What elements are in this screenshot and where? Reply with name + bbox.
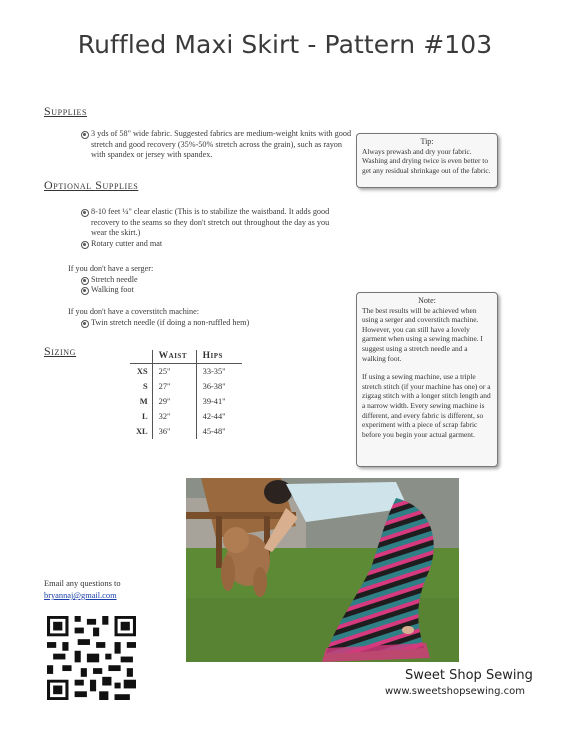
optional-supplies-item: 8-10 feet ¼" clear elastic (This is to stabilize the waistband. It adds good recovery to the seams so they don't stretch out throughout the day as you wear the skirt.) [80, 207, 342, 239]
table-row [130, 394, 242, 409]
brand-name: Sweet Shop Sewing [405, 668, 533, 683]
tip-box [356, 133, 498, 188]
supplies-heading [44, 104, 87, 119]
column-header-waist: Waist [152, 350, 196, 364]
hips-cell: 45-48" [202, 427, 226, 436]
email-label: Email any questions to [44, 579, 121, 588]
page-title: Ruffled Maxi Skirt - Pattern #103 [77, 30, 493, 59]
qr-code-graphic [47, 616, 136, 700]
no-serger-block [68, 264, 328, 296]
photo-illustration [186, 478, 459, 662]
no-coverstitch-label: If you don't have a coverstitch machine: [68, 307, 200, 316]
qr-code [47, 616, 136, 700]
supplies-heading-text: Supplies [44, 104, 88, 118]
no-serger-item: Stretch needle [80, 275, 328, 286]
size-cell: XL [130, 424, 152, 439]
hips-cell: 42-44" [202, 412, 226, 421]
sizing-header-row [130, 350, 242, 364]
no-serger-label: If you don't have a serger: [68, 264, 154, 273]
table-row [130, 379, 242, 394]
optional-supplies-heading-text: Optional Supplies [44, 178, 139, 192]
table-row [130, 364, 242, 379]
note-para-2: If using a sewing machine, use a triple stretch stitch (if your machine has one) or a zigzag stitch with a longer stitch length and a narrow width. Every sewing machine is different, and every fabric is different, so experiment with a piece of scrap fabric before you begin your actual garment. [362, 372, 491, 439]
waist-cell: 29" [152, 394, 196, 409]
note-para-1: The best results will be achieved when using a serger and coverstitch machine. However, you can still have a lovely garment when using a sewing machine. I suggest using a stretch needle and a walking foot. [362, 305, 483, 363]
optional-supplies-item: Rotary cutter and mat [80, 239, 342, 250]
sizing-heading-text: Sizing [44, 344, 77, 358]
tip-title: Tip: [420, 137, 434, 146]
supplies-list [80, 129, 352, 161]
email-link[interactable]: bryannaj@gmail.com [44, 591, 117, 600]
hips-cell: 33-35" [202, 367, 226, 377]
waist-cell: 32" [152, 409, 196, 424]
no-serger-item: Walking foot [80, 285, 328, 296]
waist-cell: 27" [152, 379, 196, 394]
sizing-heading [44, 344, 76, 359]
size-cell: S [130, 379, 152, 394]
waist-cell: 25" [152, 364, 196, 379]
size-cell: L [130, 409, 152, 424]
note-title: Note: [418, 296, 436, 305]
brand-url: www.sweetshopsewing.com [385, 686, 525, 697]
waist-cell: 36" [152, 424, 196, 439]
table-row [130, 409, 242, 424]
hips-cell: 39-41" [202, 397, 226, 406]
note-box [356, 292, 498, 467]
size-cell: XS [130, 364, 152, 379]
optional-supplies-heading [44, 178, 138, 193]
hips-cell: 36-38" [202, 382, 226, 391]
size-cell: M [130, 394, 152, 409]
table-row [130, 424, 242, 439]
supplies-item: 3 yds of 58" wide fabric. Suggested fabrics are medium-weight knits with good stretch and good recovery (35%-50% stretch across the grain), such as rayon with spandex or jersey with spandex. [80, 129, 352, 161]
sizing-corner [130, 350, 152, 364]
optional-supplies-list [80, 207, 342, 249]
skirt-photo [186, 478, 459, 662]
sizing-table [130, 350, 242, 439]
no-coverstitch-item: Twin stretch needle (if doing a non-ruffled hem) [80, 318, 328, 329]
no-coverstitch-block [68, 307, 328, 328]
tip-text: Always prewash and dry your fabric. Washing and drying twice is even better to get any residual shrinkage out of the fabric. [362, 146, 491, 175]
column-header-hips: Hips [196, 350, 242, 364]
